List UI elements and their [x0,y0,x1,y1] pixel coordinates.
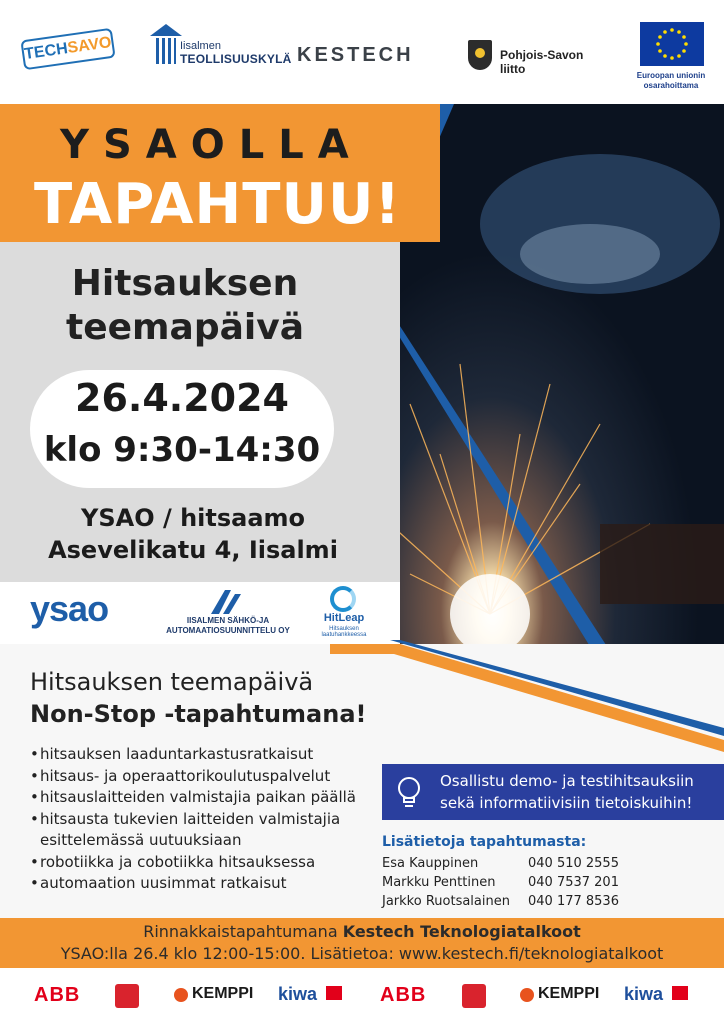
isa-logo: IISALMEN SÄHKÖ-JA AUTOMAATIOSUUNNITTELU OY [163,590,293,638]
event-time: klo 9:30-14:30 [43,430,321,470]
kemppi-logo: KEMPPI [538,985,600,1002]
footer-line-1: Rinnakkaistapahtumana Kestech Teknologiatalkoot [143,922,581,941]
kiwa-logo: kiwa [278,984,318,1004]
contact-name: Jarkko Ruotsalainen [382,894,510,909]
ysao-logo: ysao [30,588,109,629]
hitleap-logo: HitLeap Hitsauksen laatuhankkeessa [312,586,376,640]
contact-name: Esa Kauppinen [382,856,479,871]
eu-caption: Euroopan unionin osarahoittama [636,71,706,90]
contacts-title: Lisätietoja tapahtumasta: [382,834,587,850]
coat-of-arms-icon [468,40,492,70]
f-logo-icon [115,984,139,1008]
abb-logo: ABB [380,984,427,1006]
eu-flag-icon [640,22,704,66]
list-item: •hitsauksen laaduntarkastusratkaisut [30,745,314,763]
f-logo-icon [462,984,486,1008]
event-address: Asevelikatu 4, Iisalmi [48,536,338,564]
feature-list [30,744,370,895]
kemppi-icon [174,988,188,1002]
title-tapahtuu: TAPAHTUU! [34,172,401,237]
kemppi-logo: KEMPPI [192,985,254,1002]
info-text-1: Osallistu demo- ja testihitsauksiin [440,772,694,790]
list-item: •robotiikka ja cobotiikka hitsauksessa [30,852,316,871]
event-place: YSAO / hitsaamo [80,504,306,532]
list-item: •automaation uusimmat ratkaisut [30,874,287,892]
kemppi-icon [520,988,534,1002]
list-item: •hitsausta tukevien laitteiden valmistajia esittelemässä uutuuksiaan [30,809,341,849]
lightbulb-icon [396,776,422,810]
list-item: •hitsaus- ja operaattorikoulutuspalvelut [30,766,331,785]
kiwa-flag-icon [326,986,342,1000]
kiwa-logo: kiwa [624,984,664,1004]
nonstop-heading-1: Hitsauksen teemapäivä [30,668,314,696]
kestech-logo: KESTECH [297,44,414,66]
techsavo-logo: TECHSAVO [22,24,112,70]
kiwa-flag-icon [672,986,688,1000]
footer-line-2: YSAO:lla 26.4 klo 12:00-15:00. Lisätietoa: www.kestech.fi/teknologiatalkoot [60,944,664,963]
event-date: 26.4.2024 [75,376,289,420]
event-name: Hitsauksen teemapäivä [65,263,304,348]
pohjois-savon-liitto-logo: Pohjois-Savon liitto [468,40,608,76]
contact-name: Markku Penttinen [382,875,496,890]
contact-phone: 040 510 2555 [528,856,619,871]
contact-phone: 040 177 8536 [528,894,619,909]
title-ysaolla: YSAOLLA [60,122,363,168]
info-text-2: sekä informatiivisiin tietoiskuihin! [440,794,693,812]
contact-phone: 040 7537 201 [528,875,619,890]
decorative-stripes [330,600,724,760]
abb-logo: ABB [34,984,81,1006]
iisalmen-teollisuuskyla-logo: Iisalmen TEOLLISUUSKYLÄ [150,24,270,68]
sponsor-logos [0,968,724,1024]
list-item: •hitsauslaitteiden valmistajia paikan päällä [30,788,356,806]
nonstop-heading-2: Non-Stop -tapahtumana! [30,700,367,728]
